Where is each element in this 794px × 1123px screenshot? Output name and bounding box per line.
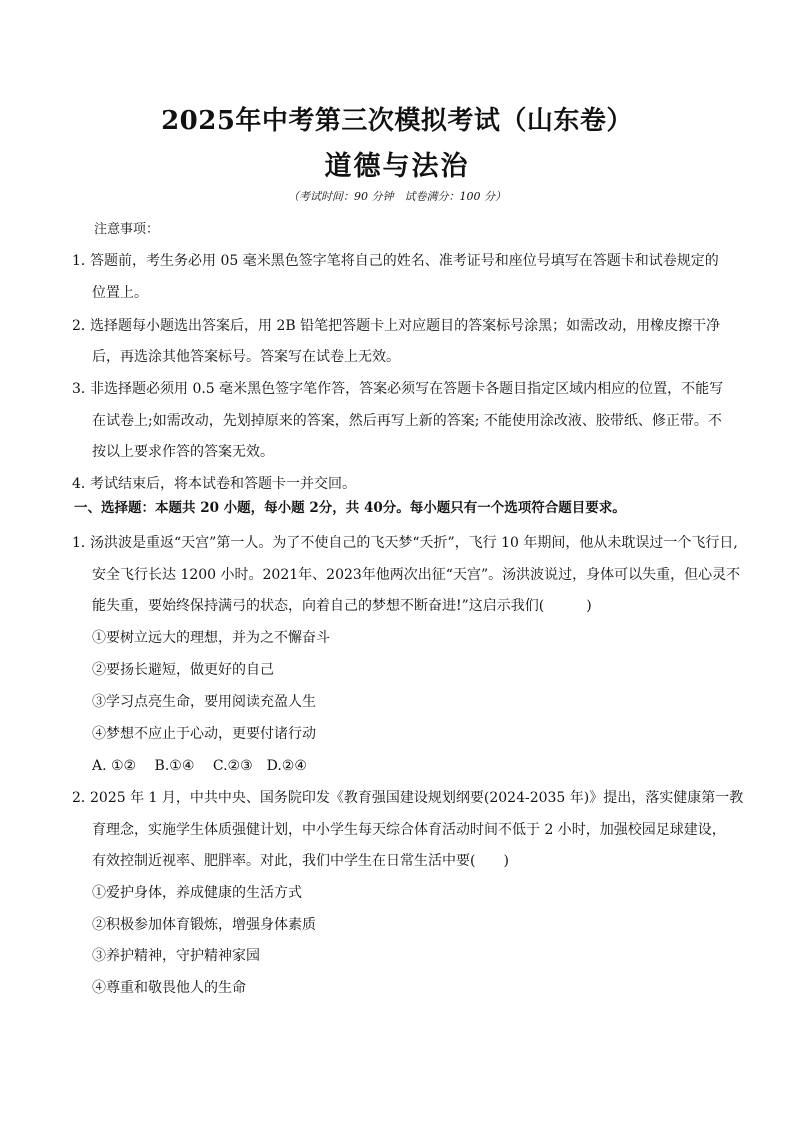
question-2 bbox=[72, 788, 743, 808]
question-text: 有效控制近视率、肥胖率。对此，我们中学生在日常生活中要( ) bbox=[92, 853, 509, 869]
exam-info: （考试时间：90 分钟 试卷满分：100 分） bbox=[288, 190, 506, 203]
question-option: ④梦想不应止于心动，更要付诸行动 bbox=[92, 726, 316, 742]
notice-item-text: 后，再选涂其他答案标号。答案写在试卷上无效。 bbox=[92, 349, 400, 365]
notice-item-4 bbox=[72, 474, 356, 494]
question-1 bbox=[72, 533, 738, 553]
notice-item-number: 3． bbox=[72, 381, 95, 397]
notice-item-text: 答题前，考生务必用 05 毫米黑色签字笔将自己的姓名、准考证号和座位号填写在答题卡和试卷规定的 bbox=[90, 253, 719, 269]
question-text: 汤洪波是重返“天宫”第一人。为了不使自己的飞天梦“夭折”，飞行 10 年期间，他从未耽误过一个飞行日, bbox=[90, 535, 738, 551]
question-option: ③学习点亮生命，要用阅读充盈人生 bbox=[92, 694, 316, 710]
question-text: 2025 年 1 月，中共中央、国务院印发《教育强国建设规划纲要(2024-2035 年)》提出，落实健康第一教 bbox=[90, 790, 744, 806]
notice-item-2 bbox=[72, 316, 720, 336]
subject-title: 道德与法治 bbox=[324, 151, 470, 182]
question-text: 安全飞行长达 1200 小时。2021年、2023年他两次出征“天宫”。汤洪波说过，身体可以失重，但心灵不 bbox=[92, 567, 741, 583]
notice-item-text: 选择题每小题选出答案后，用 2B 铅笔把答题卡上对应题目的答案标号涂黑；如需改动，用橡皮擦干净 bbox=[90, 318, 721, 334]
notice-item-text: 位置上。 bbox=[92, 285, 148, 301]
notice-item-3 bbox=[72, 379, 723, 399]
answer-choices: A. ①② B.①④ C.②③ D.②④ bbox=[92, 758, 307, 774]
question-option: ④尊重和敬畏他人的生命 bbox=[92, 980, 246, 996]
section-heading: 一、选择题：本题共 20 小题，每小题 2分，共 40分。每小题只有一个选项符合题目要求。 bbox=[74, 500, 626, 516]
exam-title: 2025年中考第三次模拟考试（山东卷） bbox=[161, 106, 633, 136]
question-option: ①爱护身体，养成健康的生活方式 bbox=[92, 885, 302, 901]
question-option: ①要树立远大的理想，并为之不懈奋斗 bbox=[92, 630, 330, 646]
notice-item-text: 非选择题必须用 0.5 毫米黑色签字笔作答，答案必须写在答题卡各题目指定区域内相应的位置，不能写 bbox=[90, 381, 724, 397]
notice-item-text: 在试卷上;如需改动，先划掉原来的答案，然后再写上新的答案; 不能使用涂改液、胶带纸、修正带。不 bbox=[92, 413, 722, 429]
question-text: 育理念，实施学生体质强健计划，中小学生每天综合体育活动时间不低于 2 小时，加强校园足球建设， bbox=[92, 822, 726, 838]
question-option: ③养护精神，守护精神家园 bbox=[92, 948, 260, 964]
notice-item-number: 4． bbox=[72, 476, 95, 492]
question-option: ②积极参加体育锻炼，增强身体素质 bbox=[92, 917, 316, 933]
question-text: 能失重，要始终保持满弓的状态，向着自己的梦想不断奋进!”这启示我们( ) bbox=[92, 598, 592, 614]
notice-item-text: 考试结束后，将本试卷和答题卡一并交回。 bbox=[90, 476, 356, 492]
notice-heading: 注意事项： bbox=[94, 222, 160, 237]
question-number: 2． bbox=[72, 790, 95, 806]
notice-item-number: 1． bbox=[72, 253, 95, 269]
notice-item-number: 2． bbox=[72, 318, 95, 334]
question-option: ②要扬长避短，做更好的自己 bbox=[92, 662, 274, 678]
question-number: 1． bbox=[72, 535, 95, 551]
notice-item-text: 按以上要求作答的答案无效。 bbox=[92, 444, 274, 460]
notice-item-1 bbox=[72, 251, 719, 271]
